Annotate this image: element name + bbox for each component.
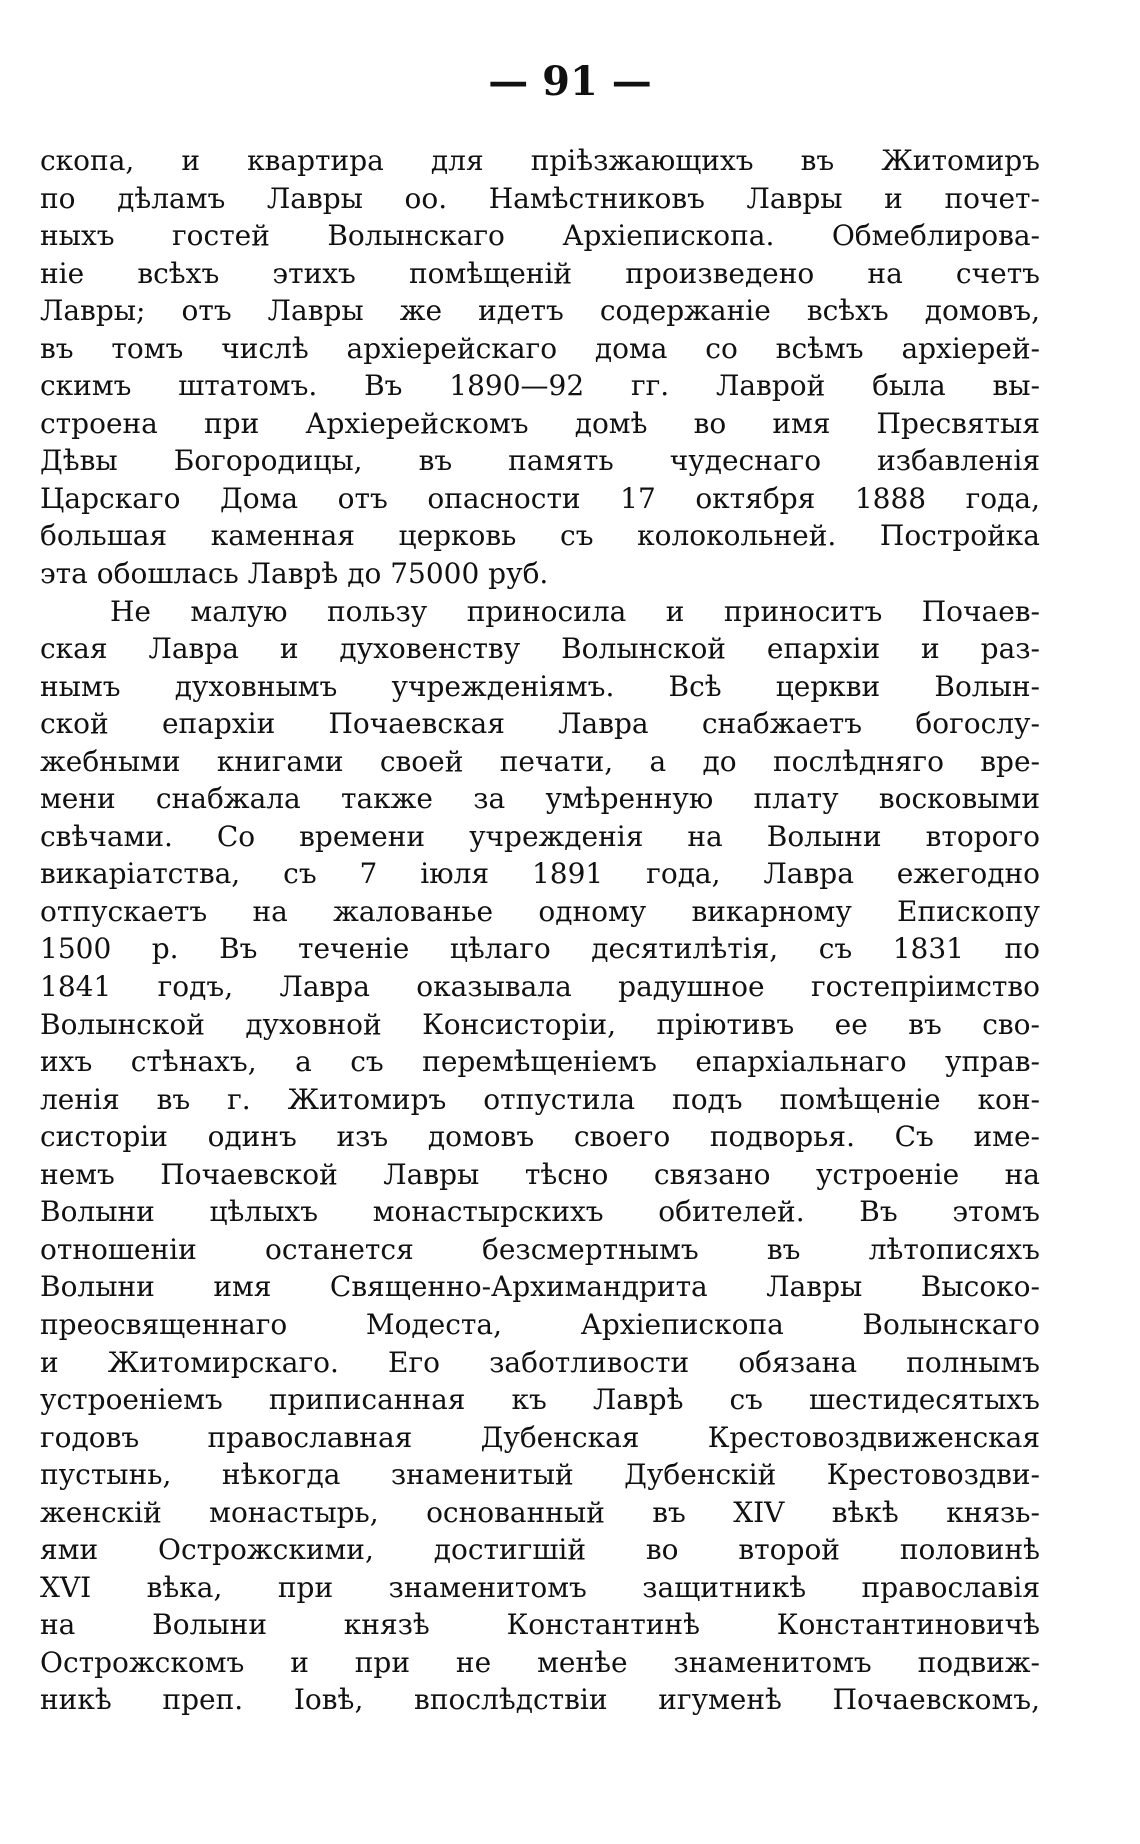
- text-line: ской епархіи Почаевская Лавра снабжаетъ богослу-: [40, 707, 1040, 741]
- text-line: на Волыни князѣ Константинѣ Константиновичѣ: [40, 1608, 1040, 1642]
- body-text: [40, 142, 1040, 1719]
- text-line: отношеніи останется безсмертнымъ въ лѣтописяхъ: [40, 1232, 1040, 1266]
- text-line: ская Лавра и духовенству Волынской епархіи и раз-: [40, 632, 1040, 666]
- text-line: преосвященнаго Модеста, Архіепископа Волынскаго: [40, 1307, 1040, 1341]
- text-line: Острожскомъ и при не менѣе знаменитомъ подвиж-: [40, 1645, 1040, 1679]
- page-number: — 91 —: [488, 58, 652, 105]
- text-line: женскій монастырь, основанный въ XIV вѣкѣ князь-: [40, 1495, 1040, 1529]
- text-line: отпускаетъ на жалованье одному викарному Епископу: [40, 894, 1040, 928]
- text-line: эта обошлась Лаврѣ до 75000 руб.: [40, 557, 549, 591]
- text-line: 1500 р. Въ теченіе цѣлаго десятилѣтія, съ 1831 по: [40, 932, 1040, 966]
- text-line: XVI вѣка, при знаменитомъ защитникѣ православія: [40, 1570, 1040, 1604]
- text-line: Царскаго Дома отъ опасности 17 октября 1888 года,: [40, 481, 1040, 515]
- text-line: немъ Почаевской Лавры тѣсно связано устроеніе на: [40, 1157, 1040, 1191]
- text-line: въ томъ числѣ архіерейскаго дома со всѣмъ архіерей-: [40, 331, 1040, 365]
- text-line: скимъ штатомъ. Въ 1890—92 гг. Лаврой была вы-: [40, 369, 1040, 403]
- text-line: викаріатства, съ 7 іюля 1891 года, Лавра ежегодно: [40, 857, 1040, 891]
- text-line: никѣ преп. Іовѣ, впослѣдствіи игуменѣ Почаевскомъ,: [40, 1683, 1040, 1717]
- text-line: пустынь, нѣкогда знаменитый Дубенскій Крестовоздви-: [40, 1458, 1040, 1492]
- text-line: Волыни цѣлыхъ монастырскихъ обителей. Въ этомъ: [40, 1195, 1040, 1229]
- text-line: годовъ православная Дубенская Крестовоздвиженская: [40, 1420, 1040, 1454]
- text-line: 1841 годъ, Лавра оказывала радушное гостепріимство: [40, 970, 1040, 1004]
- text-line: свѣчами. Со времени учрежденія на Волыни второго: [40, 819, 1040, 853]
- text-line: мени снабжала также за умѣренную плату восковыми: [40, 782, 1040, 816]
- paragraph: [40, 142, 1040, 593]
- text-line: ныхъ гостей Волынскаго Архіепископа. Обмеблирова-: [40, 219, 1040, 253]
- text-line: ихъ стѣнахъ, а съ перемѣщеніемъ епархіальнаго управ-: [40, 1045, 1040, 1079]
- text-line: Дѣвы Богородицы, въ память чудеснаго избавленія: [40, 444, 1040, 478]
- text-line: Не малую пользу приносила и приноситъ Почаев-: [110, 594, 1040, 628]
- text-line: по дѣламъ Лавры оо. Намѣстниковъ Лавры и почет-: [40, 181, 1040, 215]
- text-line: скопа, и квартира для пріѣзжающихъ въ Житомиръ: [40, 144, 1040, 177]
- text-line: большая каменная церковь съ колокольней. Постройка: [40, 519, 1040, 553]
- text-line: устроеніемъ приписанная къ Лаврѣ съ шестидесятыхъ: [40, 1383, 1040, 1417]
- text-line: нымъ духовнымъ учрежденіямъ. Всѣ церкви Волын-: [40, 669, 1040, 703]
- text-line: ями Острожскими, достигшій во второй половинѣ: [40, 1533, 1040, 1567]
- text-line: Лавры; отъ Лавры же идетъ содержаніе всѣхъ домовъ,: [40, 294, 1040, 328]
- text-line: систоріи одинъ изъ домовъ своего подворья. Съ име-: [40, 1120, 1040, 1154]
- text-line: Волынской духовной Консисторіи, пріютивъ ее въ сво-: [40, 1007, 1040, 1041]
- text-line: Волыни имя Священно-Архимандрита Лавры Высоко-: [40, 1270, 1040, 1304]
- text-line: жебными книгами своей печати, а до послѣдняго вре-: [40, 744, 1040, 778]
- paragraph: [40, 593, 1040, 1719]
- text-line: ніе всѣхъ этихъ помѣщеній произведено на счетъ: [40, 256, 1040, 290]
- text-line: и Житомирскаго. Его заботливости обязана полнымъ: [40, 1345, 1040, 1379]
- text-line: строена при Архіерейскомъ домѣ во имя Пресвятыя: [40, 406, 1040, 440]
- text-line: ленія въ г. Житомиръ отпустила подъ помѣщеніе кон-: [40, 1082, 1040, 1116]
